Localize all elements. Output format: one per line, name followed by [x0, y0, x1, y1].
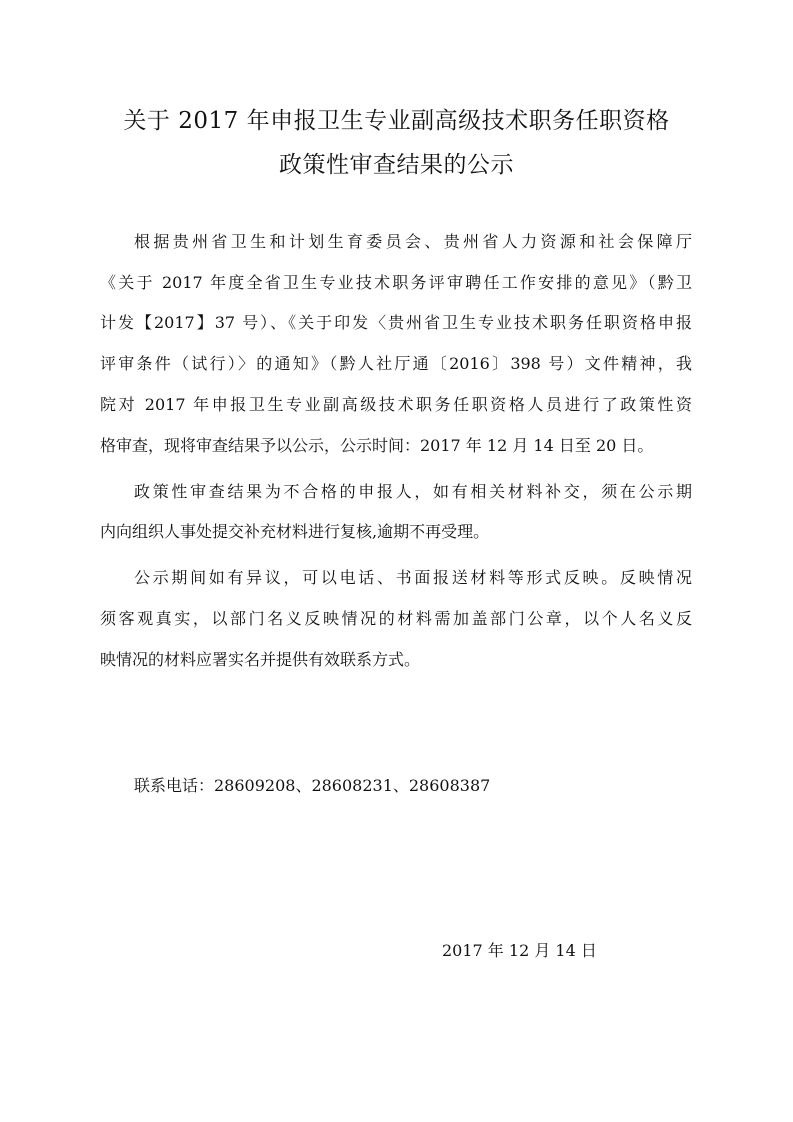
- notice-title-line-2: 政策性审查结果的公示: [279, 152, 514, 178]
- paragraph-1-line-1: 根据贵州省卫生和计划生育委员会、贵州省人力资源和社会保障厅: [134, 232, 692, 251]
- paragraph-1-line-6: 格审查，现将审查结果予以公示，公示时间：2017 年 12 月 14 日至 20 日。: [100, 436, 654, 455]
- paragraph-3-line-2: 须客观真实，以部门名义反映情况的材料需加盖部门公章，以个人名义反: [100, 609, 692, 628]
- notice-date: 2017 年 12 月 14 日: [442, 941, 597, 960]
- paragraph-3-line-1: 公示期间如有异议，可以电话、书面报送材料等形式反映。反映情况: [134, 568, 692, 587]
- contact-phone-numbers: 联系电话：28609208、28608231、28608387: [134, 776, 491, 795]
- paragraph-2-line-1: 政策性审查结果为不合格的申报人，如有相关材料补交，须在公示期: [134, 482, 692, 501]
- paragraph-3-line-3: 映情况的材料应署实名并提供有效联系方式。: [100, 650, 421, 669]
- paragraph-1-line-3: 计发【2017】37 号）、《关于印发〈贵州省卫生专业技术职务任职资格申报: [100, 313, 692, 332]
- paragraph-1-line-2: 《关于 2017 年度全省卫生专业技术职务评审聘任工作安排的意见》（黔卫: [100, 273, 692, 292]
- notice-title-line-1: 关于 2017 年申报卫生专业副高级技术职务任职资格: [123, 108, 670, 134]
- paragraph-1-line-4: 评审条件（试行）〉的通知》（黔人社厅通〔2016〕398 号）文件精神，我: [100, 354, 692, 373]
- paragraph-2-line-2: 内向组织人事处提交补充材料进行复核,逾期不再受理。: [100, 522, 490, 541]
- paragraph-1-line-5: 院对 2017 年申报卫生专业副高级技术职务任职资格人员进行了政策性资: [100, 395, 692, 414]
